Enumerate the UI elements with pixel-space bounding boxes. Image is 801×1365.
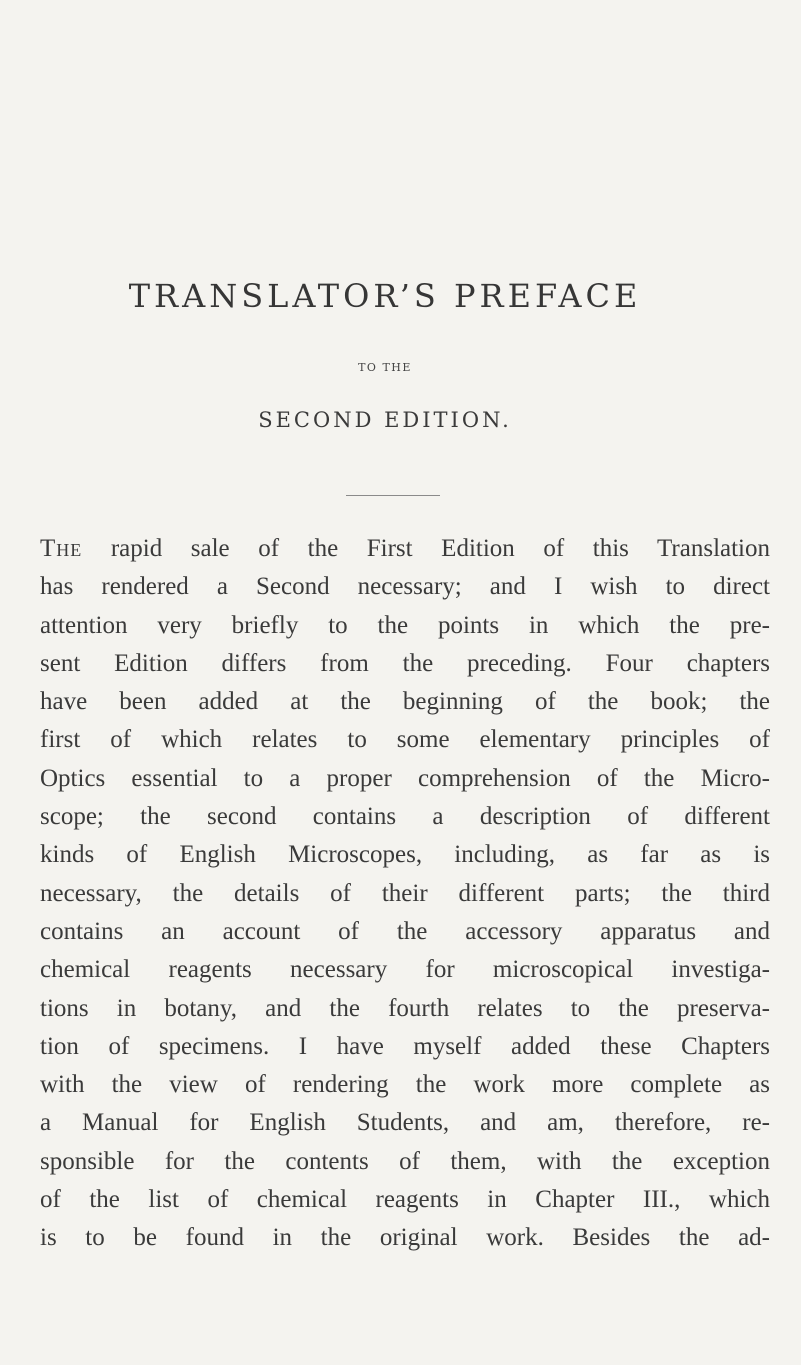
body-line: sponsible for the contents of them, with the exception xyxy=(40,1147,770,1175)
preface-body xyxy=(40,530,770,1258)
body-line-text: rapid sale of the First Edition of this Translation xyxy=(82,535,770,562)
body-line: with the view of rendering the work more complete as xyxy=(40,1071,770,1099)
body-line: first of which relates to some elementary principles of xyxy=(40,726,770,754)
divider-rule xyxy=(346,495,440,496)
body-line: has rendered a Second necessary; and I wish to direct xyxy=(40,573,770,601)
body-line: tion of specimens. I have myself added these Chapters xyxy=(40,1032,770,1060)
body-line: tions in botany, and the fourth relates to the preserva- xyxy=(40,994,770,1022)
body-line: scope; the second contains a description of different xyxy=(40,803,770,831)
body-line: chemical reagents necessary for microscopical investiga- xyxy=(40,956,770,984)
body-line: a Manual for English Students, and am, therefore, re- xyxy=(40,1109,770,1137)
body-line: sent Edition differs from the preceding. Four chapters xyxy=(40,649,770,677)
body-line xyxy=(40,530,770,568)
lead-word: The xyxy=(40,535,83,562)
body-line: of the list of chemical reagents in Chapter III., which xyxy=(40,1186,770,1214)
body-line: necessary, the details of their different parts; the third xyxy=(40,879,770,907)
page-title: TRANSLATOR’S PREFACE xyxy=(128,277,642,315)
body-line: contains an account of the accessory apparatus and xyxy=(40,917,770,945)
body-line: attention very briefly to the points in which the pre- xyxy=(40,611,770,639)
body-line: Optics essential to a proper comprehension of the Micro- xyxy=(40,764,770,792)
subtitle-edition: SECOND EDITION. xyxy=(258,408,512,432)
subtitle-to-the: TO THE xyxy=(358,361,412,374)
body-line: kinds of English Microscopes, including, as far as is xyxy=(40,841,770,869)
body-line: is to be found in the original work. Besides the ad- xyxy=(40,1224,770,1252)
body-line: have been added at the beginning of the book; the xyxy=(40,688,770,716)
